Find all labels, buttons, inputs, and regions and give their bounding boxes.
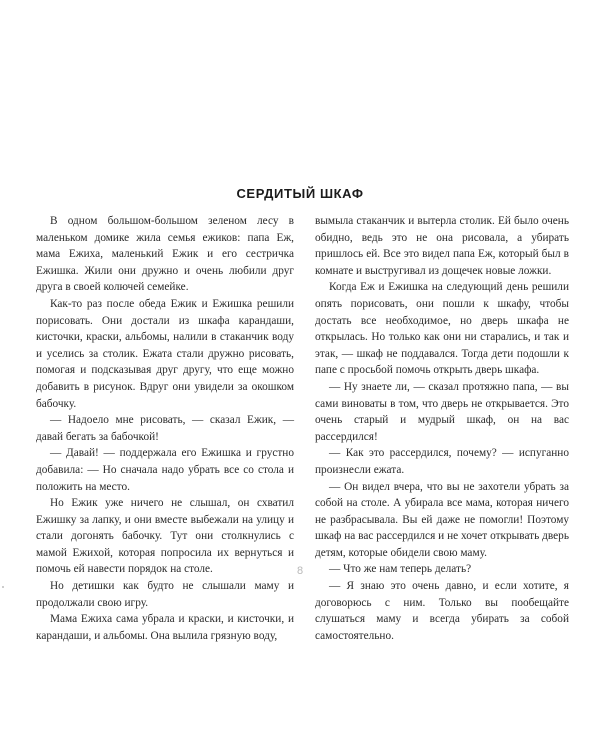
paragraph: — Что же нам теперь делать?: [329, 563, 472, 576]
right-column: [315, 213, 569, 644]
paragraph: — Как это рассердился, почему? — испуганно произнесли ежата.: [315, 447, 569, 476]
left-column: [36, 213, 294, 644]
paragraph: — Давай! — поддержала его Ежишка и грустно добавила: — Но сначала надо убрать все со стола и положить на место.: [36, 447, 294, 493]
paragraph: Как-то раз после обеда Ежик и Ежишка решили порисовать. Они достали из шкафа карандаши, кисточки, краски, альбомы, налили в стаканчик воду и уселись за столик. Ежата стали дружно рисовать, помогая и подсказывая друг другу, что еще можно добавить в рисунок. Вдруг они увидели за окошком бабочку.: [36, 297, 294, 410]
story-title: СЕРДИТЫЙ ШКАФ: [236, 186, 364, 201]
paragraph: — Надоело мне рисовать, — сказал Ежик, — давай бегать за бабочкой!: [36, 414, 294, 443]
paragraph-continuation: вымыла стаканчик и вытерла столик. Ей было очень обидно, ведь это не она рисовала, а убирать пришлось ей. Все это видел папа Еж, который был в комнате и выстругивал из дощечек новые ложки.: [315, 215, 569, 277]
paragraph: В одном большом-большом зеленом лесу в маленьком домике жила семья ежиков: папа Еж, мама Ежиха, маленький Ежик и его сестричка Ежишка. Жили они дружно и очень любили друг друга в своей колючей семейке.: [36, 215, 294, 294]
paragraph: Но детишки как будто не слышали маму и продолжали свою игру.: [36, 580, 294, 609]
paragraph: Но Ежик уже ничего не слышал, он схватил Ежишку за лапку, и они вместе выбежали на улицу и стали догонять бабочку. Тут они столкнулись с мамой Ежихой, которая попросила их вернуться и помочь ей навести порядок на столе.: [36, 497, 294, 576]
paragraph: — Я знаю это очень давно, и если хотите, я договорюсь с ним. Только вы пообещайте слушаться маму и всегда убирать за собой самостоятельно.: [315, 580, 569, 642]
paragraph: Когда Еж и Ежишка на следующий день решили опять порисовать, они пошли к шкафу, чтобы достать все необходимое, но дверь шкафа не открылась. Но только как они ни старались, и так и этак, — шкаф не поддавался. Тогда дети подошли к папе с просьбой помочь открыть дверь шкафа.: [315, 281, 569, 377]
paragraph: — Ну знаете ли, — сказал протяжно папа, — вы сами виноваты в том, что дверь не открывается. Это очень старый и мудрый шкаф, он на вас рассердился!: [315, 380, 569, 443]
page-number: 8: [296, 565, 304, 577]
paragraph: Мама Ежиха сама убрала и краски, и кисточки, и карандаши, и альбомы. Она вылила грязную воду,: [36, 613, 294, 642]
margin-dot: [2, 586, 4, 588]
paragraph: — Он видел вчера, что вы не захотели убрать за собой на столе. А убирала все мама, которая ничего не разбрасывала. Вы ей даже не помогли! Поэтому шкаф на вас рассердился и не хочет открывать дверь детям, которые обидели свою маму.: [315, 480, 569, 559]
